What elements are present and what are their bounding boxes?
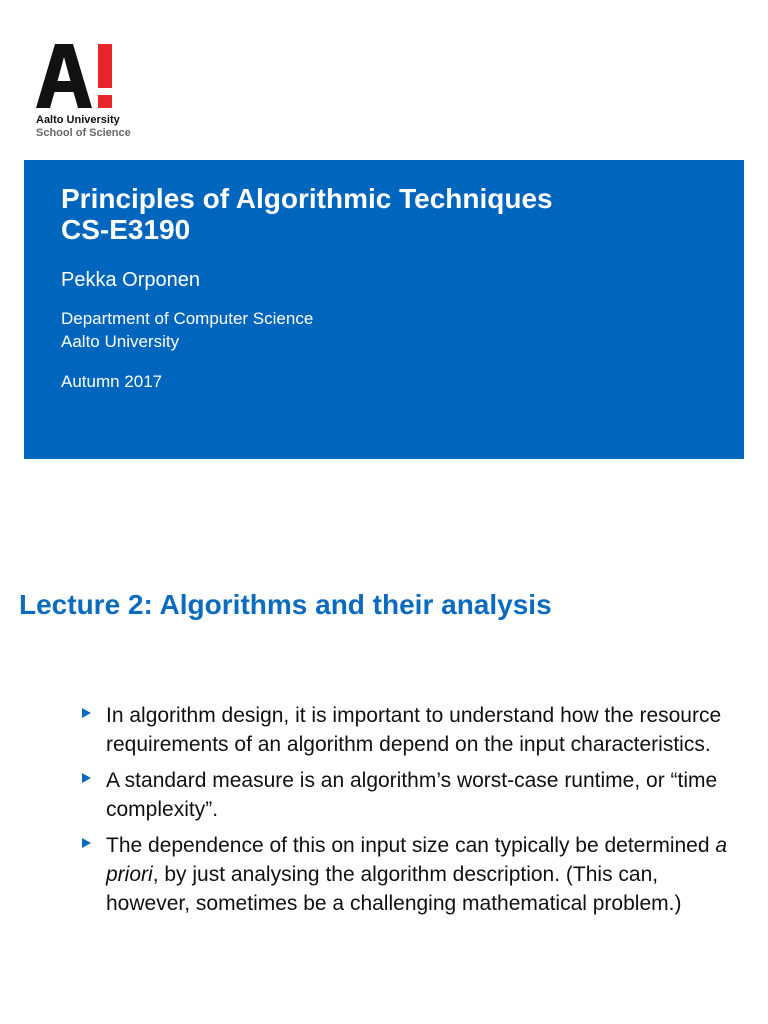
aalto-logo-mark-icon	[36, 44, 116, 108]
list-item	[78, 766, 738, 824]
logo-school-name: School of Science	[36, 127, 131, 139]
bullet-triangle-icon	[82, 708, 91, 718]
bullet-triangle-icon	[82, 838, 91, 848]
bullet-text-part: The dependence of this on input size can typically be determined	[106, 834, 716, 857]
bullet-triangle-icon	[82, 773, 91, 783]
title-panel	[24, 160, 744, 459]
bullet-list	[78, 701, 738, 925]
list-item	[78, 831, 738, 918]
university: Aalto University	[61, 332, 180, 351]
bullet-emphasis: a priori	[106, 834, 728, 886]
aalto-logo	[36, 44, 116, 108]
course-title: Principles of Algorithmic Techniques	[61, 183, 553, 214]
author-name: Pekka Orponen	[61, 269, 200, 291]
list-item	[78, 701, 738, 759]
bullet-text	[106, 831, 738, 918]
lecture-title: Lecture 2: Algorithms and their analysis	[19, 589, 552, 620]
logo-university-name: Aalto University	[36, 114, 120, 126]
term: Autumn 2017	[61, 372, 163, 391]
bullet-text: In algorithm design, it is important to understand how the resource requirements of an algorithm depend on the input characteristics.	[106, 704, 722, 756]
bullet-text-part: , by just analysing the algorithm description. (This can, however, sometimes be a challenging mathematical problem.)	[106, 863, 682, 915]
bullet-text: A standard measure is an algorithm’s worst-case runtime, or “time complexity”.	[106, 769, 718, 821]
department: Department of Computer Science	[61, 309, 314, 328]
course-code: CS-E3190	[61, 214, 191, 245]
